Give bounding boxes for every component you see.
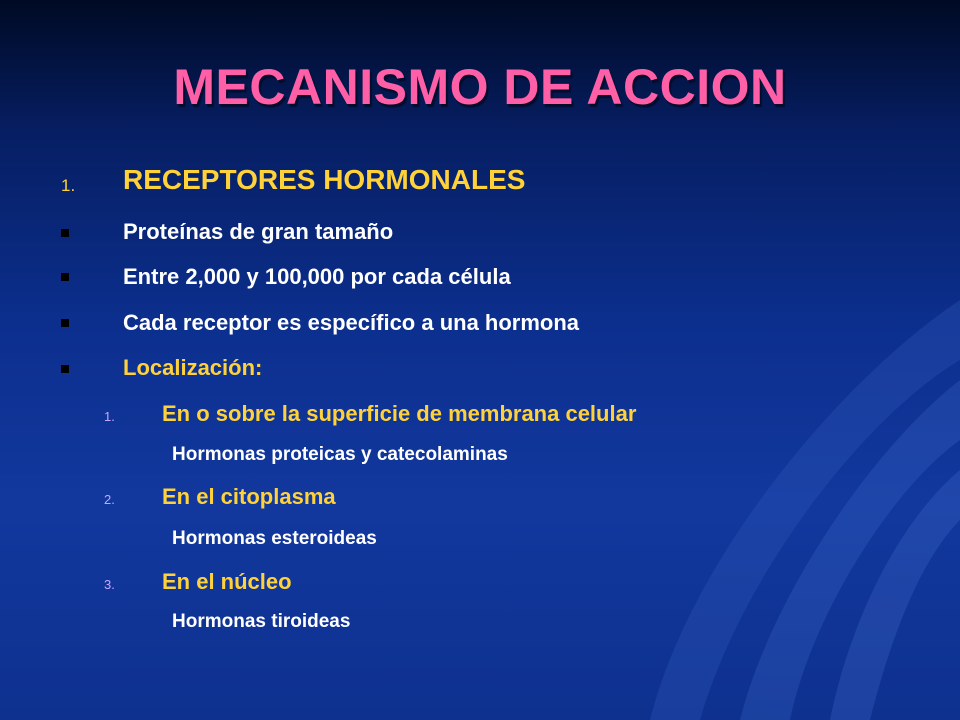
location-membrane: En o sobre la superficie de membrana celular [162, 401, 637, 426]
bullet-square-icon [61, 319, 69, 327]
bullet-square-icon [61, 273, 69, 281]
location-number-1: 1. [104, 409, 115, 424]
bullet-item-count: Entre 2,000 y 100,000 por cada célula [123, 264, 511, 289]
bullet-square-icon [61, 365, 69, 373]
heading-number: 1. [61, 176, 76, 195]
location-nucleus: En el núcleo [162, 569, 292, 594]
bullet-item-proteins: Proteínas de gran tamaño [123, 219, 394, 244]
location-number-3: 3. [104, 577, 115, 592]
location-cytoplasm-detail: Hormonas esteroideas [172, 528, 377, 549]
location-number-2: 2. [104, 492, 115, 507]
location-cytoplasm: En el citoplasma [162, 484, 336, 509]
bullet-square-icon [61, 229, 69, 237]
location-membrane-detail: Hormonas proteicas y catecolaminas [172, 444, 508, 465]
location-nucleus-detail: Hormonas tiroideas [172, 611, 351, 632]
bullet-item-specificity: Cada receptor es específico a una hormona [123, 310, 580, 335]
section-heading: RECEPTORES HORMONALES [123, 164, 526, 195]
bullet-item-location: Localización: [123, 355, 263, 380]
slide-title: MECANISMO DE ACCION [173, 59, 787, 115]
